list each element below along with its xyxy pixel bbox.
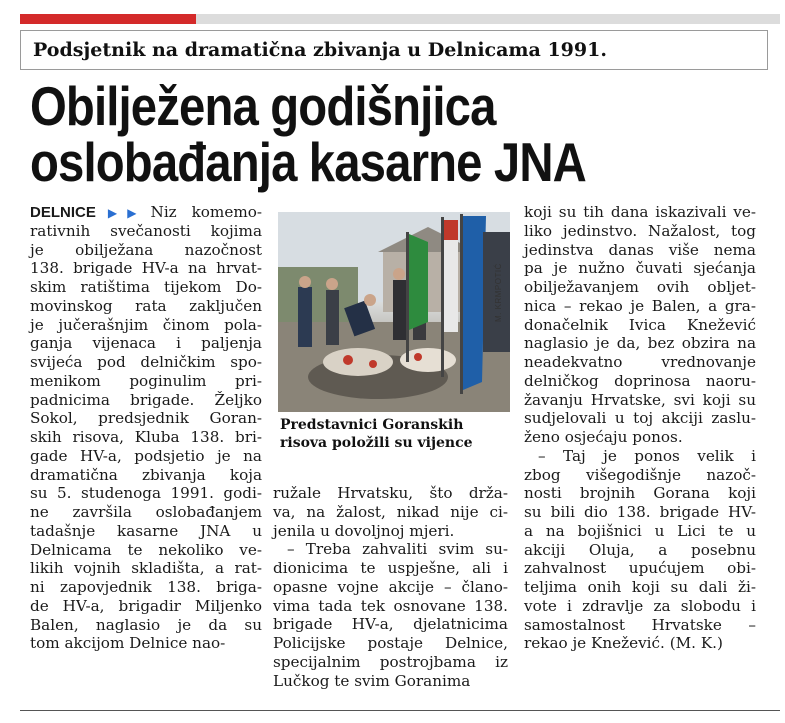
top-color-bar [20,14,780,24]
photo-illustration [278,212,510,412]
article-photo [278,212,510,412]
column-1-line: je jučerašnjim činom pola- [30,315,262,334]
bottom-rule [20,710,780,711]
column-3-line: pa je nužno čuvati sjećanja [524,259,756,278]
column-3-line: zahvalnost upućujem obi- [524,559,756,578]
column-1-line: je obilježana nazočnost [30,240,262,259]
column-1-line: gade HV-a, podsjetio je na [30,446,262,465]
dateline: DELNICE [30,204,96,221]
column-1-line: dramatična zbivanja koja [30,465,262,484]
photo-caption [280,416,505,452]
column-2-line: ružale Hrvatsku, što drža- [273,484,508,502]
column-1-line: svijeća pod delničkim spo- [30,353,262,371]
caption-line-1: Predstavnici Goranskih [280,417,464,433]
column-2-line: Lučkog te svim Goranima [273,671,471,690]
column-3-line: a na bojišnici u Lici te u [524,521,756,540]
column-1-line: padnicima brigade. Željko [30,390,262,409]
column-3-line: liko jedinstvo. Nažalost, tog [524,221,756,240]
column-1-line: Sokol, predsjednik Goran- [30,409,262,428]
column-1-line: skih risova, Kluba 138. bri- [30,428,262,446]
column-3-line: su bili dio 138. brigade HV- [524,503,756,521]
column-2-line: Policijske postaje Delnice, [273,634,508,652]
column-3-line: donačelnik Ivica Knežević [524,315,756,334]
column-3-line: rekao je Knežević. (M. K.) [524,634,723,653]
column-3-line: ženo osjećaju ponos. [524,428,683,446]
column-3-line: nica – rekao je Balen, a gra- [524,296,756,315]
column-3-line: zbog višegodišnje nazoč- [524,465,756,484]
column-1-line-0: DELNICE ▶▶ Niz komemo- [30,203,262,221]
column-3-line: nosti brojnih Gorana koji [524,484,756,503]
kicker: Podsjetnik na dramatična zbivanja u Delnicama 1991. [33,39,607,61]
column-2-line: dionicima te uspješne, ali i [273,559,508,577]
column-1-line: menikom poginulim pri- [30,371,262,390]
column-1-line: de HV-a, brigadir Miljenko [30,596,262,615]
column-1-line: tom akcijom Delnice nao- [30,634,226,653]
column-3-line: koji su tih dana iskazivali ve- [524,203,756,221]
column-1-line: rativnih svečanosti kojima [30,221,262,240]
caption-line-2: risova položili su vijence [280,435,473,451]
column-1-line: 138. brigade HV-a na hrvat- [30,259,262,278]
column-2-line: brigade HV-a, djelatnicima [273,615,508,634]
column-3-line: delničkog doprinosa naoru- [524,371,756,390]
column-1-line: tadašnje kasarne JNA u [30,521,262,540]
column-3-line: neadekvatno vrednovanje [524,353,756,371]
column-2 [273,484,508,690]
column-1-line: ne završila oslobađanjem [30,503,262,521]
column-3-line: akciji Oluja, a posebnu [524,540,756,559]
column-3 [524,203,756,653]
column-1-line: ganja vijenaca i paljenja [30,334,262,353]
column-1-line: skim ratištima tijekom Do- [30,278,262,296]
column-2-line: – Treba zahvaliti svim su- [287,540,508,559]
column-3-line: jedinstva danas više nema [524,240,756,259]
column-3-line: obilježavanjem ovih oblјet- [524,278,756,296]
column-1-line: movinskog rata zaključen [30,296,262,315]
column-1-line: Balen, naglasio je da su [30,615,262,634]
column-3-line: žavanju Hrvatske, svi koji su [524,390,756,409]
column-2-line: va, na žalost, nikad nije ci- [273,502,508,521]
double-arrow-icon: ▶▶ [97,206,147,220]
column-1-line: su 5. studenoga 1991. godi- [30,484,262,503]
column-1-line: Delnicama te nekoliko ve- [30,540,262,559]
headline-line-2: oslobađanja kasarne JNA [30,131,586,193]
column-3-line: sudjelovali u toj akciji zaslu- [524,409,756,428]
photo-credit: M. KRMPOTIĆ [494,263,503,322]
top-red-accent [20,14,196,24]
column-1-line: likih vojnih skladišta, a rat- [30,559,262,578]
column-3-line: samostalnost Hrvatske – [524,615,756,634]
column-2-line: jenila u dovoljnoj mjeri. [273,521,455,540]
column-3-line: naglasio je da, bez obzira na [524,334,756,353]
column-3-line: vote i zdravlje za slobodu i [524,596,756,615]
column-2-line: specijalnim postrojbama iz [273,652,508,671]
column-3-line: – Taj je ponos velik i [538,446,756,465]
column-3-line: teljima onih koji su dali ži- [524,578,756,596]
headline [30,75,675,193]
headline-line-1: Obilježena godišnjica [30,75,496,137]
column-2-line: vima tada tek osnovane 138. [273,596,508,615]
column-2-line: opasne vojne akcije – člano- [273,577,508,596]
kicker-box [20,30,768,70]
column-1 [30,203,262,653]
column-1-line: ni zapovjednik 138. briga- [30,578,262,596]
